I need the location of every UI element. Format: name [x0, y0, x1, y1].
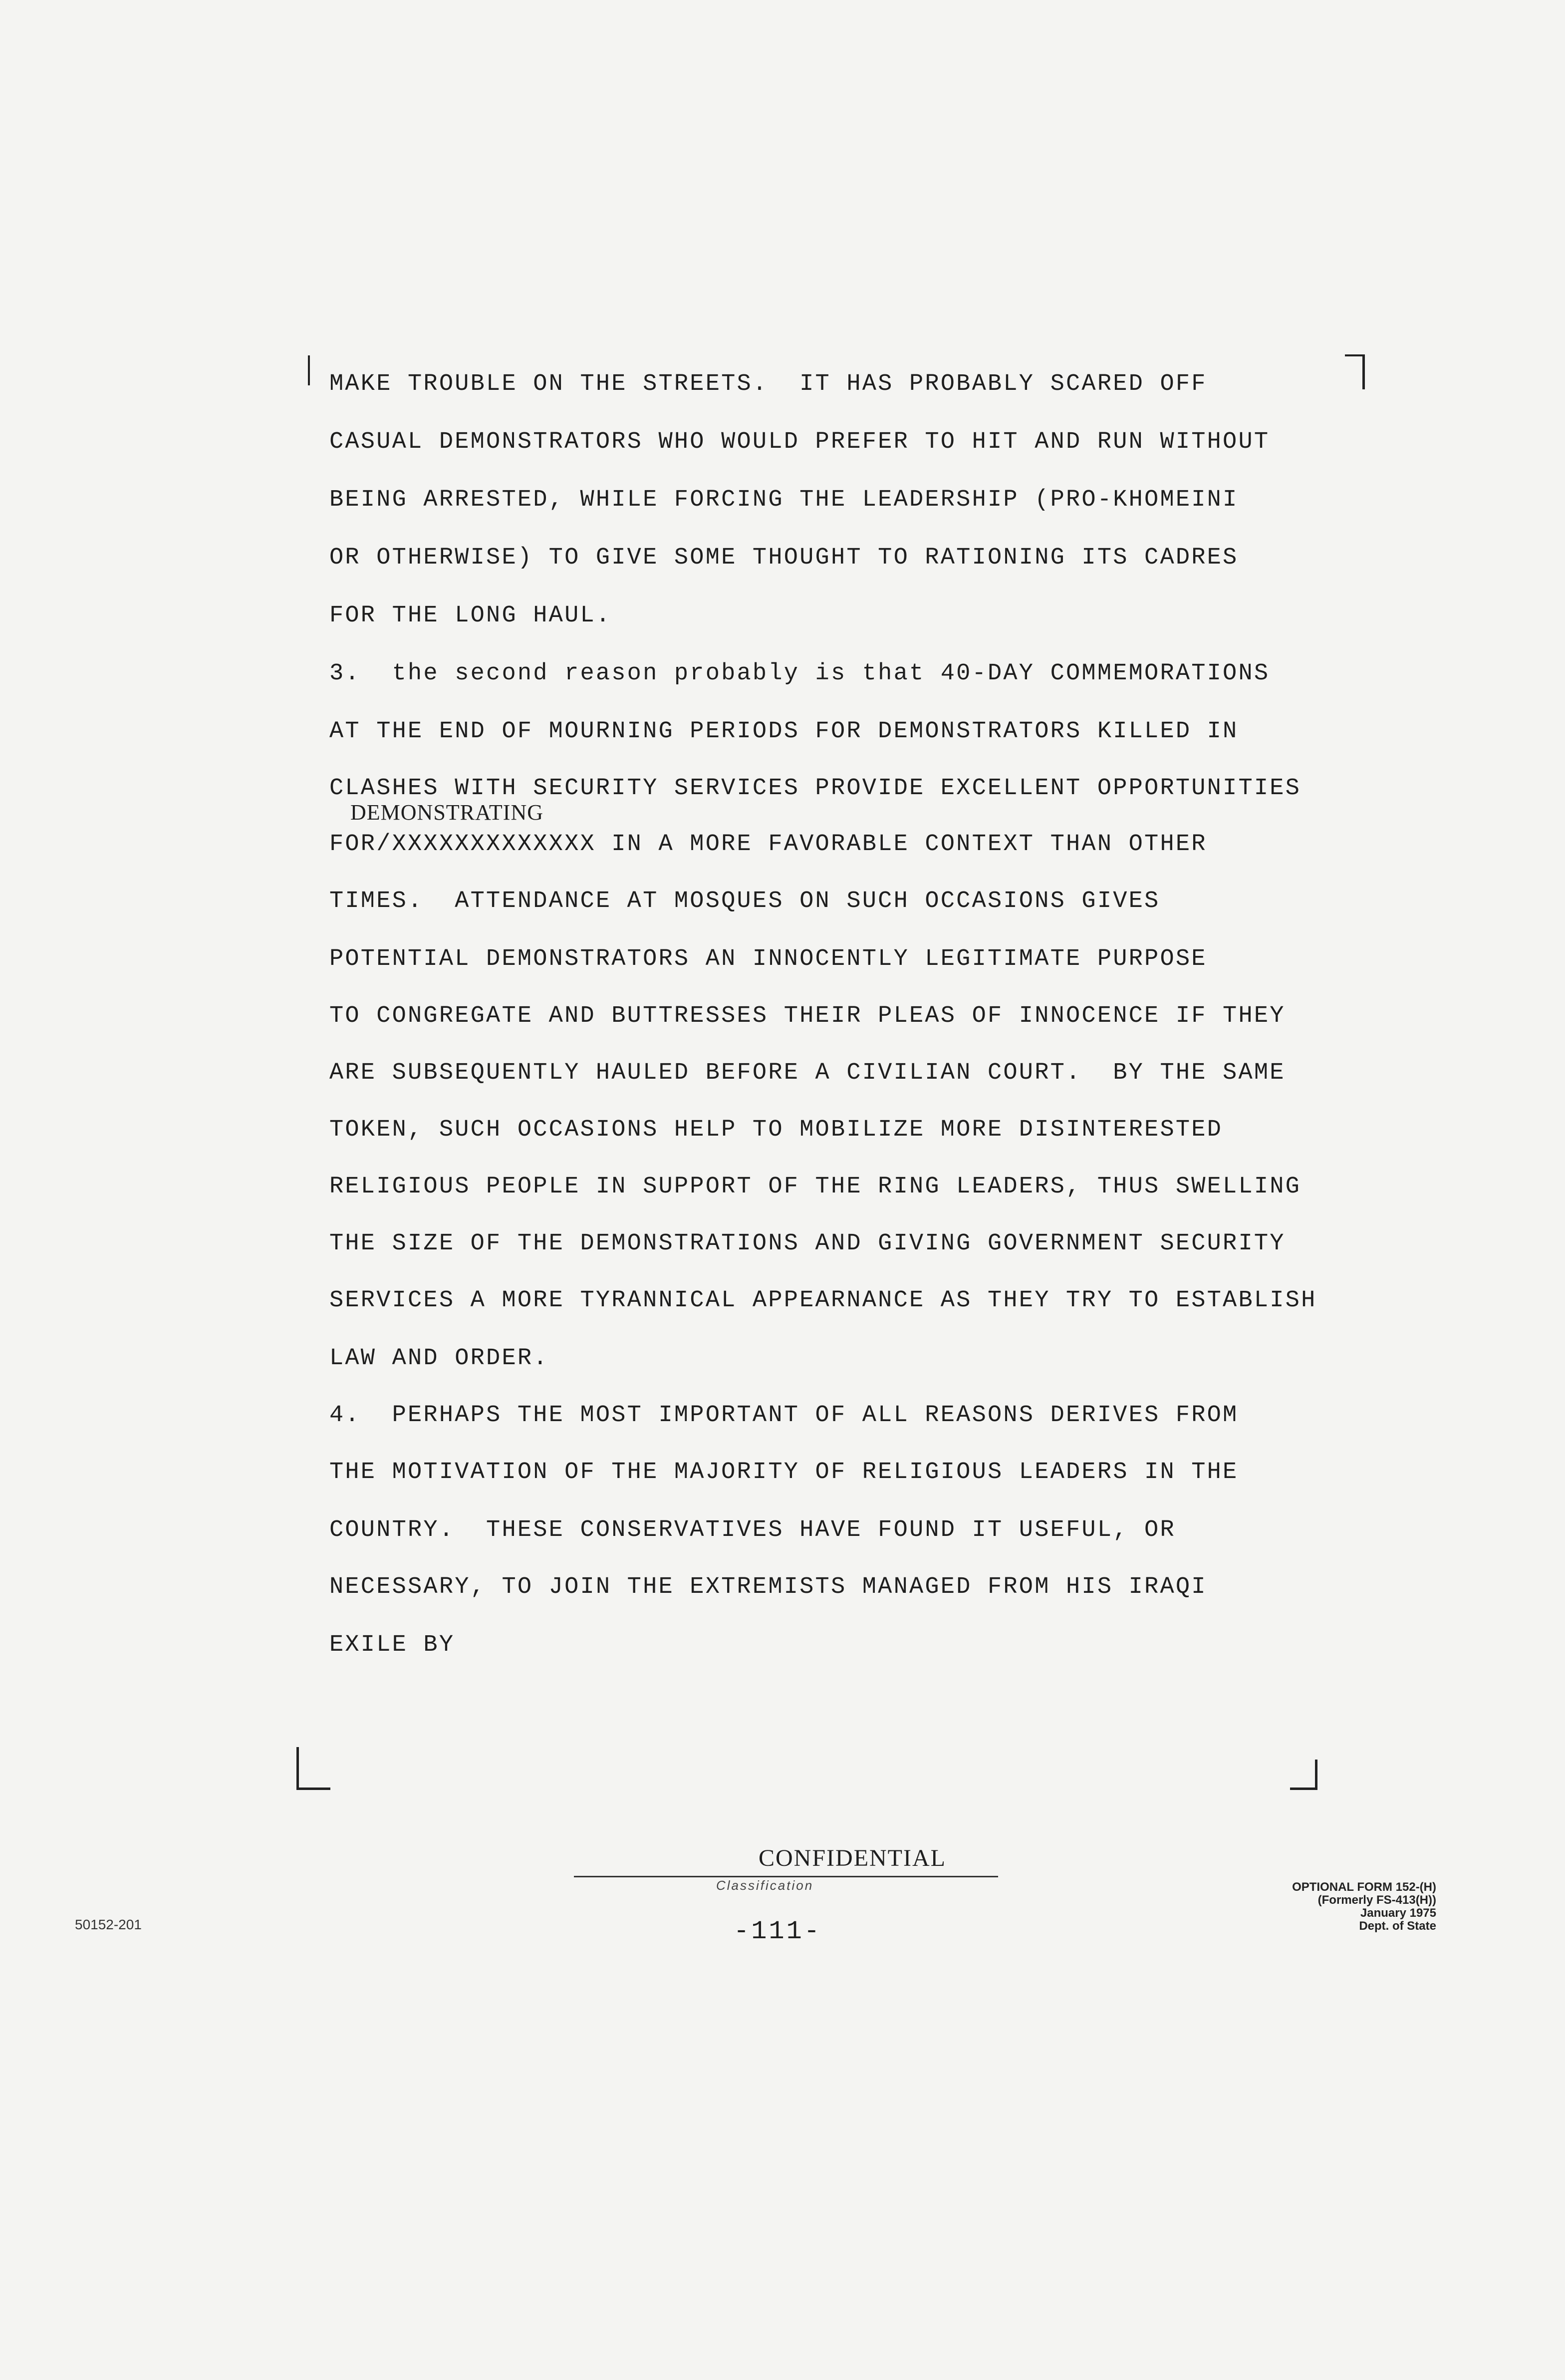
form-info-line: Dept. of State [1359, 1919, 1436, 1933]
text-line: MAKE TROUBLE ON THE STREETS. IT HAS PROBABLY SCARED OFF [329, 371, 1207, 397]
text-line: SERVICES A MORE TYRANNICAL APPEARNANCE AS THEY TRY TO ESTABLISH [329, 1287, 1317, 1314]
form-info-line: (Formerly FS-413(H)) [1317, 1893, 1436, 1907]
text-line: ARE SUBSEQUENTLY HAULED BEFORE A CIVILIAN COURT. BY THE SAME [329, 1060, 1286, 1086]
text-line: NECESSARY, TO JOIN THE EXTREMISTS MANAGED FROM HIS IRAQI [329, 1574, 1207, 1600]
top-left-tick [308, 355, 310, 385]
page-number: -111- [734, 1917, 822, 1946]
classification-label: Classification [716, 1878, 814, 1893]
text-line: TO CONGREGATE AND BUTTRESSES THEIR PLEAS OF INNOCENCE IF THEY [329, 1003, 1286, 1029]
text-line: TIMES. ATTENDANCE AT MOSQUES ON SUCH OCCASIONS GIVES [329, 888, 1160, 914]
paragraph-3-start: 3. the second reason probably is that 40-DAY COMMEMORATIONS [329, 660, 1270, 687]
text-line: EXILE BY [329, 1632, 455, 1658]
text-line: FOR/XXXXXXXXXXXXX IN A MORE FAVORABLE CONTEXT THAN OTHER [329, 831, 1207, 858]
text-line: TOKEN, SUCH OCCASIONS HELP TO MOBILIZE MORE DISINTERESTED [329, 1117, 1223, 1143]
text-line: COUNTRY. THESE CONSERVATIVES HAVE FOUND IT USEFUL, OR [329, 1517, 1176, 1543]
paragraph-4-start: 4. PERHAPS THE MOST IMPORTANT OF ALL REASONS DERIVES FROM [329, 1402, 1239, 1429]
classification-rule [574, 1876, 998, 1877]
text-line: POTENTIAL DEMONSTRATORS AN INNOCENTLY LEGITIMATE PURPOSE [329, 946, 1207, 972]
form-info-line: OPTIONAL FORM 152-(H) [1292, 1880, 1436, 1894]
form-number: 50152-201 [75, 1917, 142, 1932]
text-line: AT THE END OF MOURNING PERIODS FOR DEMONSTRATORS KILLED IN [329, 718, 1239, 745]
bottom-left-corner-horizontal [296, 1787, 330, 1790]
text-line: CLASHES WITH SECURITY SERVICES PROVIDE EXCELLENT OPPORTUNITIES [329, 775, 1302, 802]
form-info [1292, 1881, 1436, 1933]
handwritten-correction: DEMONSTRATING [350, 800, 543, 825]
bottom-left-corner-vertical [296, 1747, 299, 1789]
classification-marking: CONFIDENTIAL [759, 1845, 946, 1871]
text-line: LAW AND ORDER. [329, 1345, 549, 1372]
text-line: RELIGIOUS PEOPLE IN SUPPORT OF THE RING LEADERS, THUS SWELLING [329, 1174, 1302, 1200]
bottom-right-corner-vertical [1315, 1760, 1317, 1789]
top-right-bracket-vertical [1362, 354, 1365, 389]
bottom-right-corner-horizontal [1290, 1787, 1317, 1790]
form-info-line: January 1975 [1360, 1906, 1436, 1920]
text-line: OR OTHERWISE) TO GIVE SOME THOUGHT TO RATIONING ITS CADRES [329, 545, 1239, 571]
text-line: THE SIZE OF THE DEMONSTRATIONS AND GIVING GOVERNMENT SECURITY [329, 1230, 1286, 1257]
top-right-bracket-horizontal [1345, 354, 1365, 356]
text-line: THE MOTIVATION OF THE MAJORITY OF RELIGIOUS LEADERS IN THE [329, 1459, 1239, 1486]
text-line: BEING ARRESTED, WHILE FORCING THE LEADERSHIP (PRO-KHOMEINI [329, 487, 1239, 513]
text-line: FOR THE LONG HAUL. [329, 602, 612, 629]
text-line: CASUAL DEMONSTRATORS WHO WOULD PREFER TO HIT AND RUN WITHOUT [329, 429, 1270, 455]
